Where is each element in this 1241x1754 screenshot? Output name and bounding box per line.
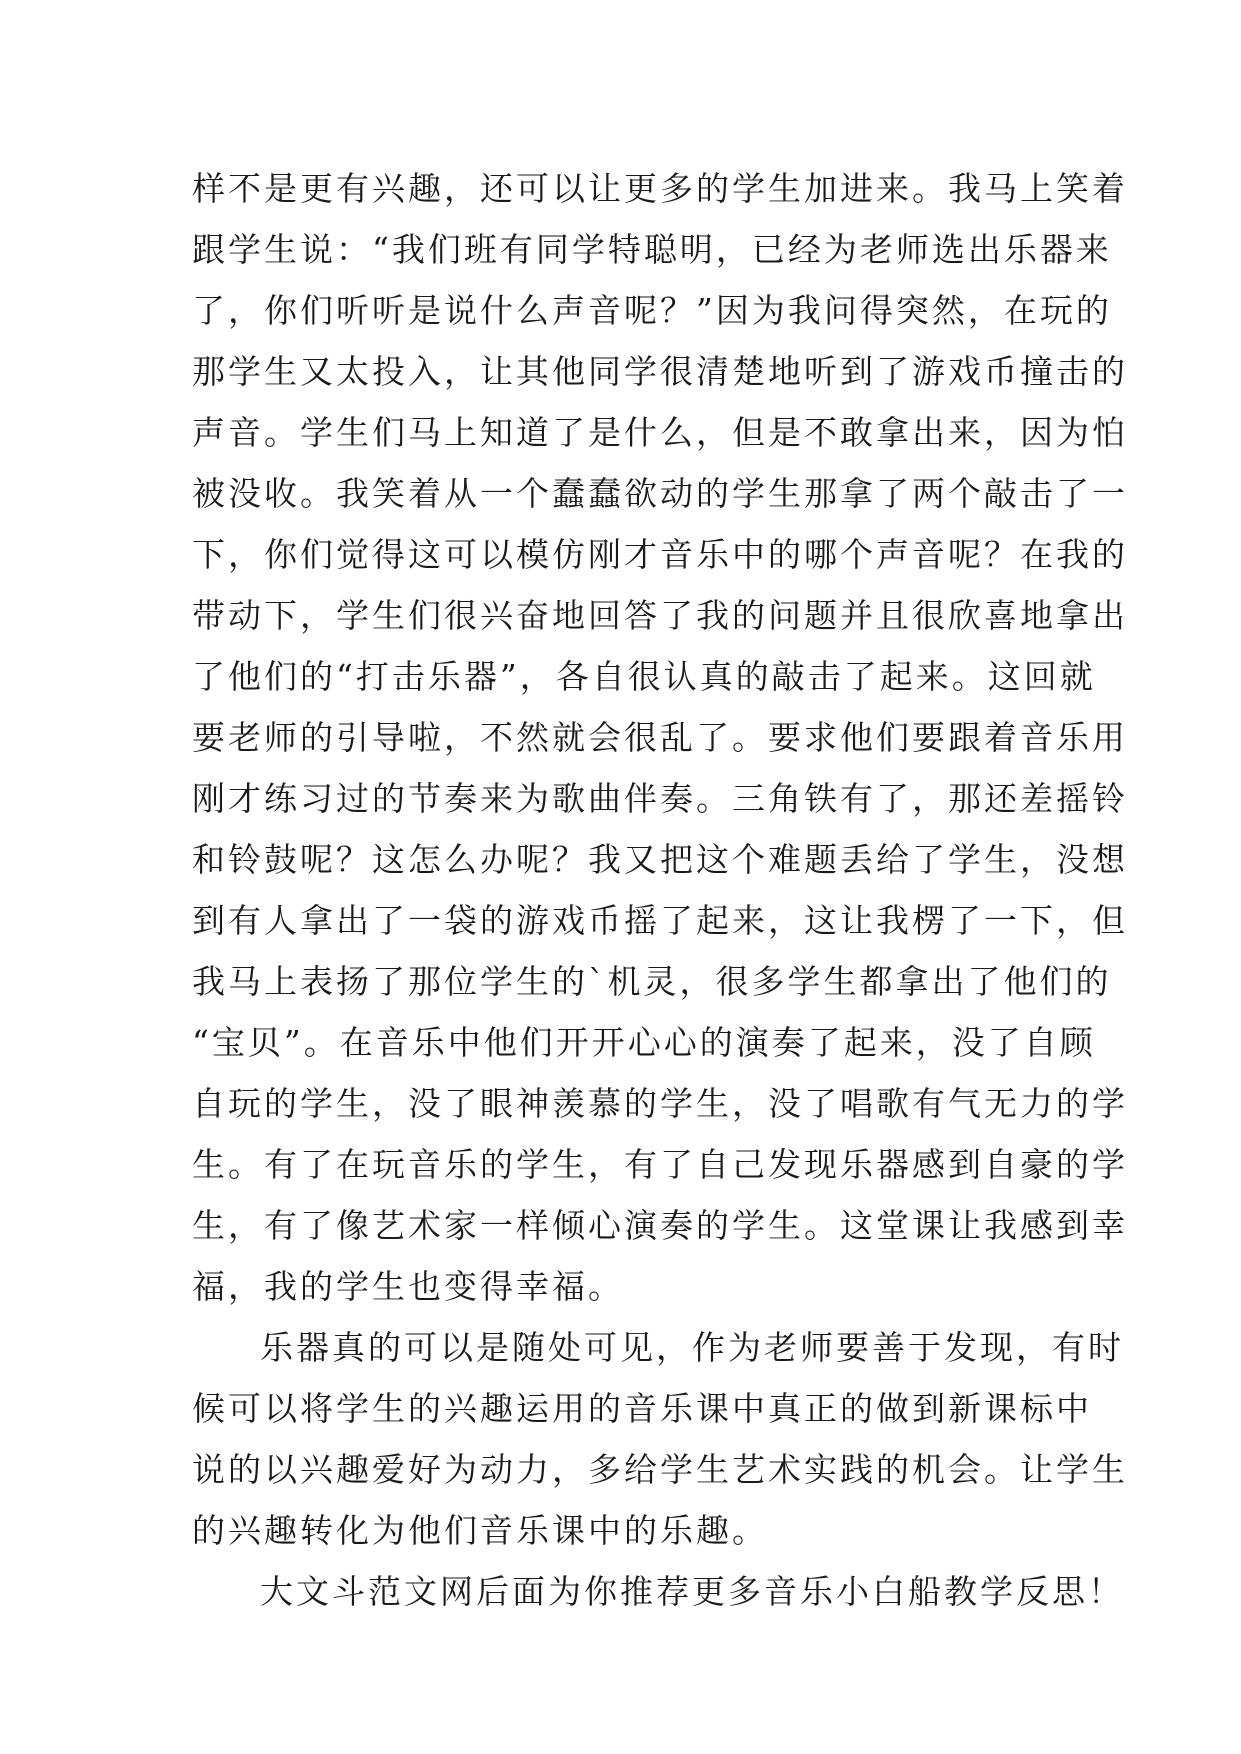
text-line: 被没收。我笑着从一个蠢蠢欲动的学生那拿了两个敲击了一 [192, 474, 1128, 513]
paragraph-2 [192, 1317, 1128, 1561]
text-line: 那学生又太投入，让其他同学很清楚地听到了游戏币撞击的 [192, 352, 1128, 391]
text-line: 我马上表扬了那位学生的`机灵，很多学生都拿出了他们的 [192, 962, 1112, 1001]
text-line: 大文斗范文网后面为你推荐更多音乐小白船教学反思！ [260, 1572, 1124, 1611]
text-line: 生。有了在玩音乐的学生，有了自己发现乐器感到自豪的学 [192, 1145, 1128, 1184]
text-line: 了他们的“打击乐器”，各自很认真的敲击了起来。这回就 [192, 657, 1096, 696]
text-line: 要老师的引导啦，不然就会很乱了。要求他们要跟着音乐用 [192, 718, 1128, 757]
text-line: 乐器真的可以是随处可见，作为老师要善于发现，有时 [260, 1328, 1124, 1367]
paragraph-3 [192, 1561, 1124, 1622]
text-line: 和铃鼓呢？这怎么办呢？我又把这个难题丢给了学生，没想 [192, 840, 1128, 879]
text-line: 带动下，学生们很兴奋地回答了我的问题并且很欣喜地拿出 [192, 596, 1128, 635]
text-line: 样不是更有兴趣，还可以让更多的学生加进来。我马上笑着 [192, 169, 1128, 208]
text-line: 了，你们听听是说什么声音呢？”因为我问得突然，在玩的 [192, 291, 1112, 330]
text-line: “宝贝”。在音乐中他们开开心心的演奏了起来，没了自顾 [192, 1023, 1096, 1062]
paragraph-1 [192, 158, 1128, 1317]
text-line: 到有人拿出了一袋的游戏币摇了起来，这让我楞了一下，但 [192, 901, 1128, 940]
text-line: 福，我的学生也变得幸福。 [192, 1267, 624, 1306]
text-line: 说的以兴趣爱好为动力，多给学生艺术实践的机会。让学生 [192, 1450, 1128, 1489]
text-line: 生，有了像艺术家一样倾心演奏的学生。这堂课让我感到幸 [192, 1206, 1128, 1245]
document-body [192, 158, 1128, 1622]
text-line: 刚才练习过的节奏来为歌曲伴奏。三角铁有了，那还差摇铃 [192, 779, 1128, 818]
text-line: 下，你们觉得这可以模仿刚才音乐中的哪个声音呢？在我的 [192, 535, 1128, 574]
text-line: 候可以将学生的兴趣运用的音乐课中真正的做到新课标中 [192, 1389, 1092, 1428]
text-line: 自玩的学生，没了眼神羡慕的学生，没了唱歌有气无力的学 [192, 1084, 1128, 1123]
text-line: 声音。学生们马上知道了是什么，但是不敢拿出来，因为怕 [192, 413, 1128, 452]
text-line: 的兴趣转化为他们音乐课中的乐趣。 [192, 1511, 768, 1550]
text-line: 跟学生说：“我们班有同学特聪明，已经为老师选出乐器来 [192, 230, 1112, 269]
